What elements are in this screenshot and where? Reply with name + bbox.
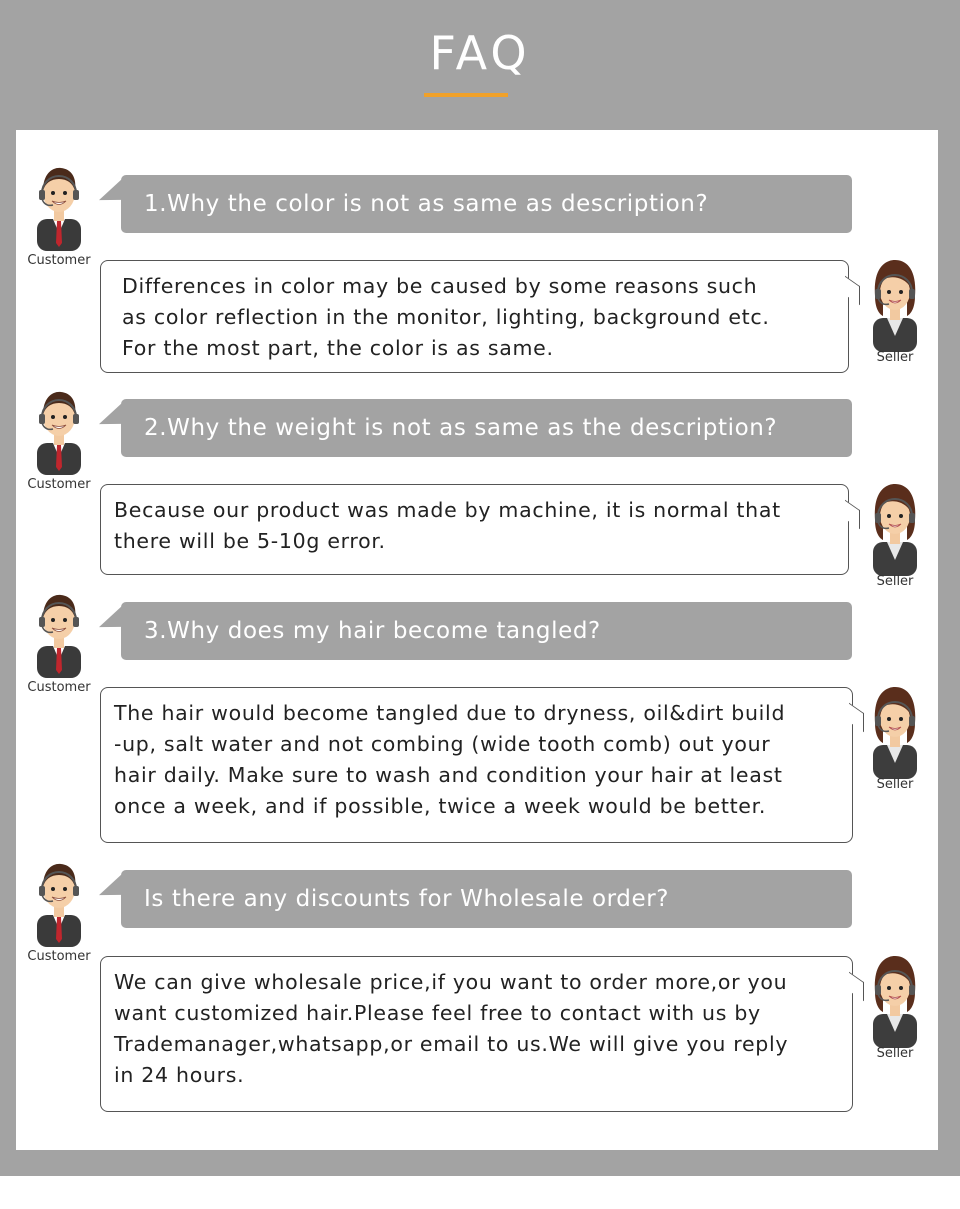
seller-icon: [865, 480, 925, 576]
answer-line: The hair would become tangled due to dryness, oil&dirt build: [114, 701, 786, 725]
faq-question: Is there any discounts for Wholesale order?: [121, 870, 852, 928]
customer-label: Customer: [27, 949, 91, 964]
answer-line: in 24 hours.: [114, 1063, 245, 1087]
customer-label: Customer: [27, 680, 91, 695]
answer-line: Because our product was made by machine, it is normal that: [114, 498, 781, 522]
seller-icon: [865, 683, 925, 779]
customer-icon: [31, 590, 87, 678]
customer-icon: [31, 163, 87, 251]
answer-line: Differences in color may be caused by some reasons such: [122, 274, 758, 298]
page-title: FAQ: [429, 26, 531, 80]
title-underline: [424, 93, 508, 97]
answer-line: For the most part, the color is as same.: [122, 336, 554, 360]
faq-question: 2.Why the weight is not as same as the description?: [121, 399, 852, 457]
answer-line: want customized hair.Please feel free to contact with us by: [114, 1001, 761, 1025]
seller-avatar: [860, 683, 930, 792]
answer-line: as color reflection in the monitor, lighting, background etc.: [122, 305, 770, 329]
customer-avatar: [24, 590, 94, 695]
customer-icon: [31, 387, 87, 475]
seller-icon: [865, 952, 925, 1048]
answer-line: We can give wholesale price,if you want to order more,or you: [114, 970, 788, 994]
seller-avatar: [860, 256, 930, 365]
seller-avatar: [860, 480, 930, 589]
faq-answer: [100, 956, 853, 1112]
answer-line: hair daily. Make sure to wash and condition your hair at least: [114, 763, 783, 787]
seller-label: Seller: [876, 1046, 914, 1061]
customer-avatar: [24, 859, 94, 964]
seller-avatar: [860, 952, 930, 1061]
answer-line: -up, salt water and not combing (wide tooth comb) out your: [114, 732, 771, 756]
faq-question: 1.Why the color is not as same as description?: [121, 175, 852, 233]
answer-line: once a week, and if possible, twice a week would be better.: [114, 794, 767, 818]
faq-answer: [100, 687, 853, 843]
seller-icon: [865, 256, 925, 352]
seller-label: Seller: [876, 350, 914, 365]
customer-avatar: [24, 387, 94, 492]
customer-label: Customer: [27, 477, 91, 492]
customer-icon: [31, 859, 87, 947]
answer-line: there will be 5-10g error.: [114, 529, 386, 553]
faq-answer: [100, 260, 849, 373]
seller-label: Seller: [876, 777, 914, 792]
customer-avatar: [24, 163, 94, 268]
seller-label: Seller: [876, 574, 914, 589]
faq-question: 3.Why does my hair become tangled?: [121, 602, 852, 660]
answer-line: Trademanager,whatsapp,or email to us.We will give you reply: [114, 1032, 789, 1056]
faq-answer: [100, 484, 849, 575]
customer-label: Customer: [27, 253, 91, 268]
